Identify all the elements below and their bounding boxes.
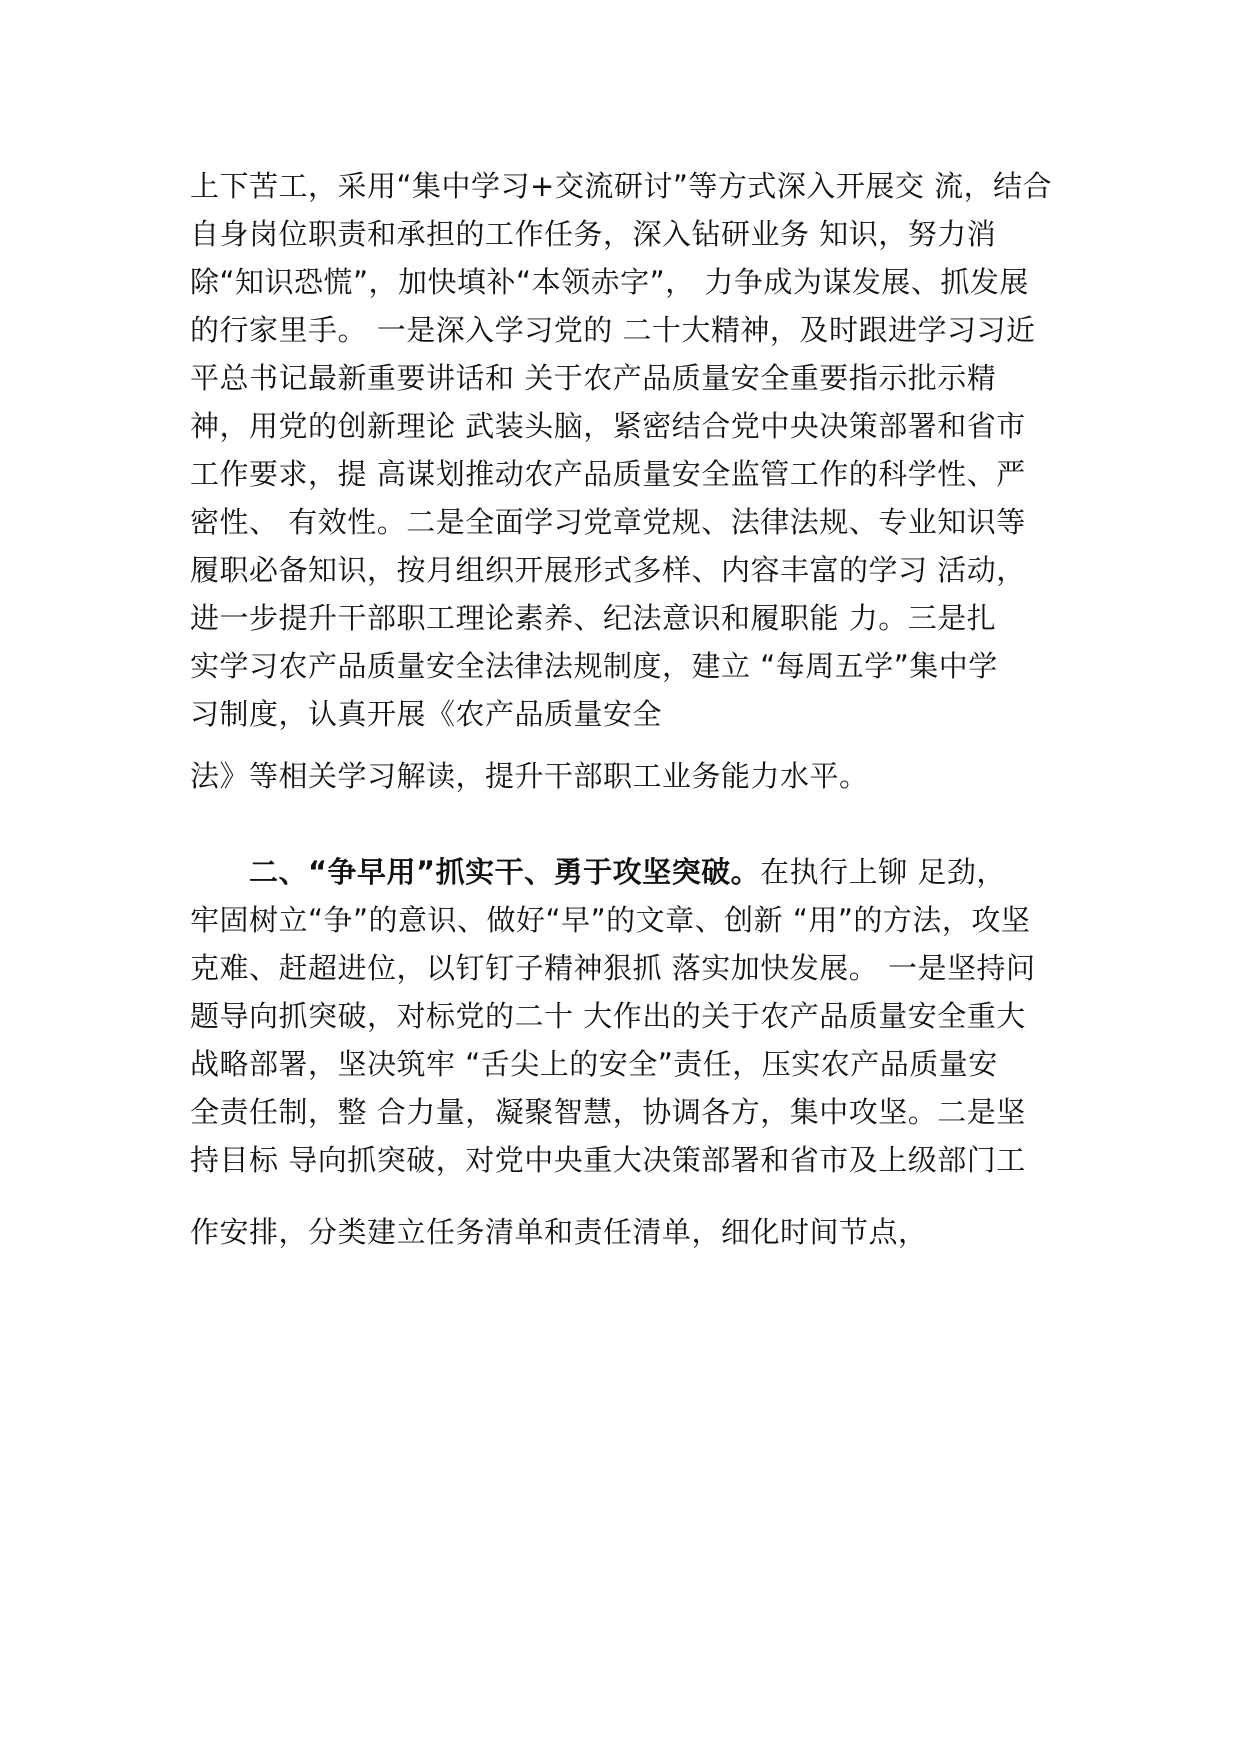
text-line: 除“知识恐慌”，加快填补“本领赤字”， 力争成为谋发展、抓发展	[190, 265, 1029, 299]
text-line: 习制度，认真开展《农产品质量安全	[190, 697, 663, 731]
text-line: 进一步提升干部职工理论素养、纪法意识和履职能 力。三是扎	[190, 601, 997, 635]
text-line: 神，用党的创新理论 武装头脑，紧密结合党中央决策部署和省市	[190, 409, 1026, 443]
text-line: 作安排，分类建立任务清单和责任清单，细化时间节点，	[190, 1215, 928, 1249]
section-heading: 二、“争早用”抓实干、勇于攻坚突破。	[249, 855, 761, 889]
text-line: 战略部署，坚决筑牢 “舌尖上的安全”责任，压实农产品质量安	[190, 1047, 998, 1081]
paragraph-study	[190, 162, 1053, 738]
text-line: 牢固树立“争”的意识、做好“早”的文章、创新 “用”的方法，攻坚	[190, 903, 1031, 937]
section-heading-line	[190, 848, 1050, 896]
text-line: 自身岗位职责和承担的工作任务，深入钻研业务 知识，努力消	[190, 217, 997, 251]
text-line: 实学习农产品质量安全法律法规制度，建立 “每周五学”集中学	[190, 649, 998, 683]
paragraph-section-two-end	[190, 1208, 1050, 1256]
paragraph-study-end	[190, 752, 1050, 800]
text-line: 密性、 有效性。二是全面学习党章党规、法律法规、专业知识等	[190, 505, 1026, 539]
text-line: 全责任制，整 合力量，凝聚智慧，协调各方，集中攻坚。二是坚	[190, 1095, 1026, 1129]
heading-line-rest: 在执行上铆 足劲，	[760, 855, 1006, 889]
text-line: 上下苦工，采用“集中学习+交流研讨”等方式深入开展交 流，结合	[190, 169, 1053, 203]
text-line: 的行家里手。 一是深入学习党的 二十大精神，及时跟进学习习近	[190, 313, 1036, 347]
paragraph-section-two	[190, 848, 1050, 1184]
text-line: 题导向抓突破，对标党的二十 大作出的关于农产品质量安全重大	[190, 999, 1026, 1033]
text-line: 持目标 导向抓突破，对党中央重大决策部署和省市及上级部门工	[190, 1143, 1026, 1177]
text-line: 法》等相关学习解读，提升干部职工业务能力水平。	[190, 759, 869, 793]
text-line: 平总书记最新重要讲话和 关于农产品质量安全重要指示批示精	[190, 361, 997, 395]
text-line: 履职必备知识，按月组织开展形式多样、内容丰富的学习 活动，	[190, 553, 1026, 587]
text-line: 工作要求，提 高谋划推动农产品质量安全监管工作的科学性、严	[190, 457, 1026, 491]
text-line: 克难、赶超进位，以钉钉子精神狠抓 落实加快发展。 一是坚持问	[190, 951, 1036, 985]
